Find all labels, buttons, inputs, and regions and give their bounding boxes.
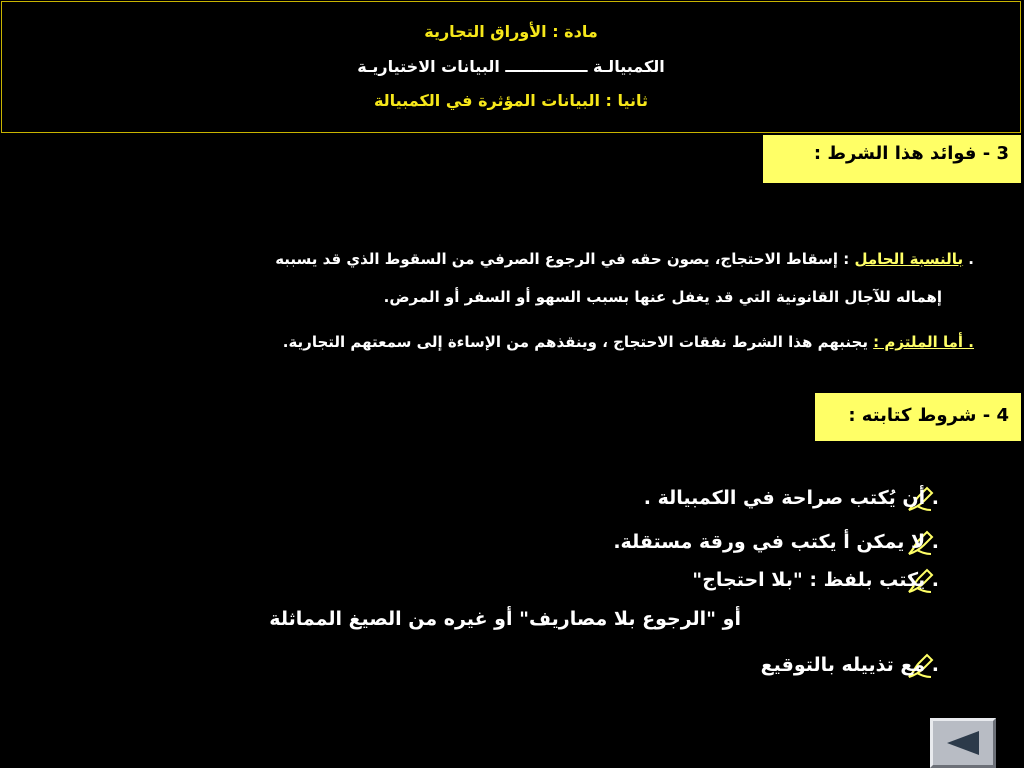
section-4-label: 4 - شروط كتابته : (815, 393, 1021, 441)
back-button[interactable] (930, 718, 996, 768)
condition-item: . لا يمكن أ يكتب في ورقة مستقلة. (613, 531, 939, 553)
section-3-label: 3 - فوائد هذا الشرط : (763, 135, 1021, 183)
condition-item: . أن يُكتب صراحة في الكمبيالة . (643, 487, 939, 509)
obligor-text: يجنبهم هذا الشرط نفقات الاحتجاج ، وينقذهم من الإساءة إلى سمعتهم التجارية. (282, 333, 874, 351)
holder-benefit-line2: إهماله للآجال القانونية التي قد يغفل عنها بسبب السهو أو السفر أو المرض. (383, 288, 942, 306)
holder-text-line1: : إسقاط الاحتجاج، يصون حقه في الرجوع الصرفي من السقوط الذي قد يسببه (275, 250, 855, 268)
obligor-benefit (94, 329, 974, 355)
header-box (1, 1, 1021, 133)
holder-benefit-line1 (94, 246, 974, 272)
chapter-title: الكمبيالـة ـــــــــــــــ البيانات الاختياريـة (357, 57, 665, 76)
condition-item: . يكتب بلفظ : "بلا احتجاج" (692, 569, 939, 591)
subject-title: مادة : الأوراق التجارية (424, 22, 598, 41)
condition-item: . مع تذييله بالتوقيع (760, 654, 939, 676)
condition-item-continuation: أو "الرجوع بلا مصاريف" أو غيره من الصيغ المماثلة (269, 608, 741, 630)
section-title: ثانيا : البيانات المؤثرة في الكمبيالة (373, 91, 649, 110)
holder-prefix: . (963, 250, 974, 268)
holder-label: بالنسبة الحامل (854, 250, 964, 268)
back-arrow-icon (945, 730, 981, 756)
obligor-label: . أما الملتزم : (873, 333, 974, 351)
